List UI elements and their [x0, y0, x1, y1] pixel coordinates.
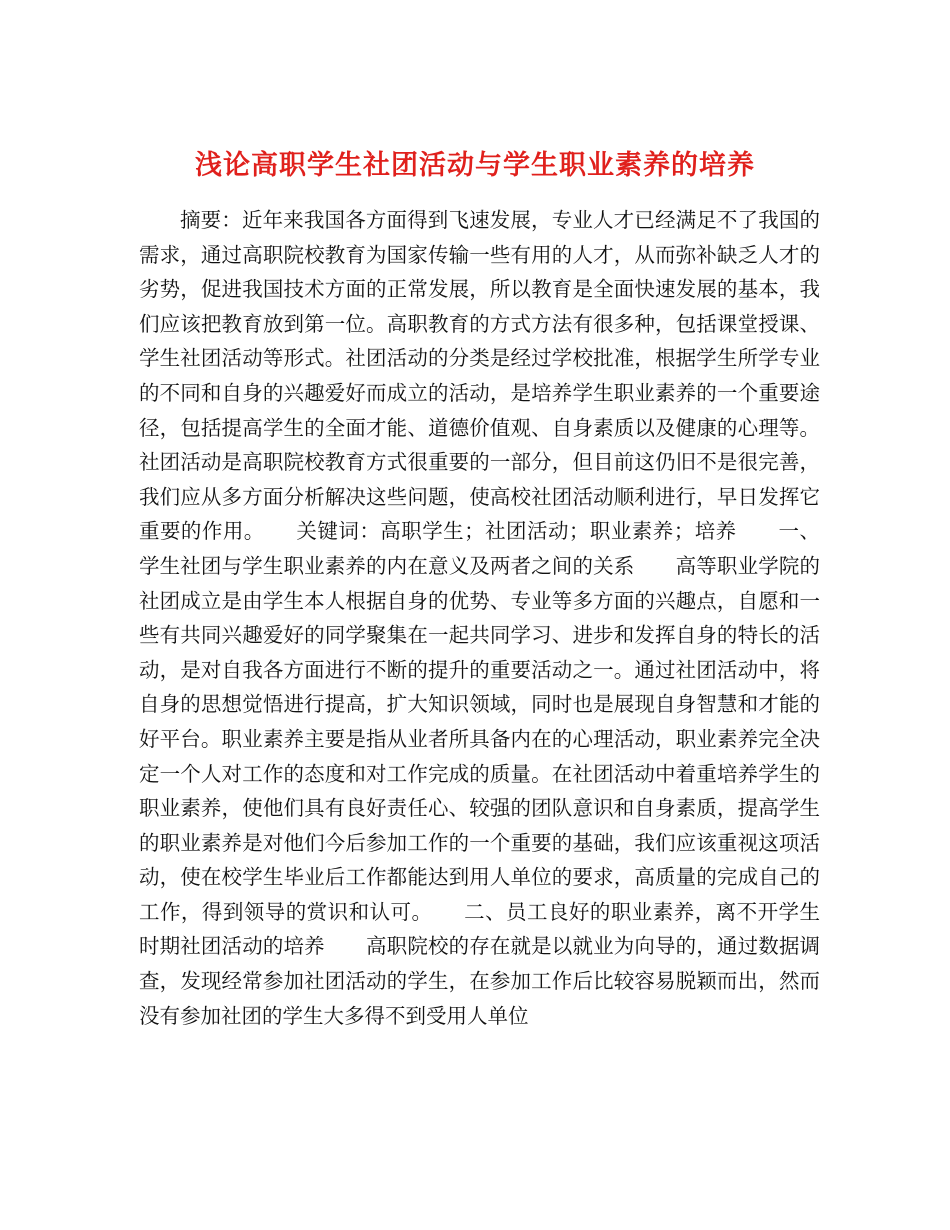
document-body-paragraph: 摘要：近年来我国各方面得到飞速发展，专业人才已经满足不了我国的需求，通过高职院校教育为国家传输一些有用的人才，从而弥补缺乏人才的劣势，促进我国技术方面的正常发展，所以教育是全面快速发展的基本，我们应该把教育放到第一位。高职教育的方式方法有很多种，包括课堂授课、学生社团活动等形式。社团活动的分类是经过学校批准，根据学生所学专业的不同和自身的兴趣爱好而成立的活动，是培养学生职业素养的一个重要途径，包括提高学生的全面才能、道德价值观、自身素质以及健康的心理等。社团活动是高职院校教育方式很重要的一部分，但目前这仍旧不是很完善，我们应从多方面分析解决这些问题，使高校社团活动顺利进行，早日发挥它重要的作用。 关键词：高职学生；社团活动；职业素养；培养 一、学生社团与学生职业素养的内在意义及两者之间的关系 高等职业学院的社团成立是由学生本人根据自身的优势、专业等多方面的兴趣点，自愿和一些有共同兴趣爱好的同学聚集在一起共同学习、进步和发挥自身的特长的活动，是对自我各方面进行不断的提升的重要活动之一。通过社团活动中，将自身的思想觉悟进行提高，扩大知识领域，同时也是展现自身智慧和才能的好平台。职业素养主要是指从业者所具备内在的心理活动，职业素养完全决定一个人对工作的态度和对工作完成的质量。在社团活动中着重培养学生的职业素养，使他们具有良好责任心、较强的团队意识和自身素质，提高学生的职业素养是对他们今后参加工作的一个重要的基础，我们应该重视这项活动，使在校学生毕业后工作都能达到用人单位的要求，高质量的完成自己的工作，得到领导的赏识和认可。 二、员工良好的职业素养，离不开学生时期社团活动的培养 高职院校的存在就是以就业为向导的，通过数据调查，发现经常参加社团活动的学生，在参加工作后比较容易脱颖而出，然而没有参加社团的学生大多得不到受用人单位 [139, 208, 820, 1028]
document-title: 浅论高职学生社团活动与学生职业素养的培养 [195, 150, 755, 182]
